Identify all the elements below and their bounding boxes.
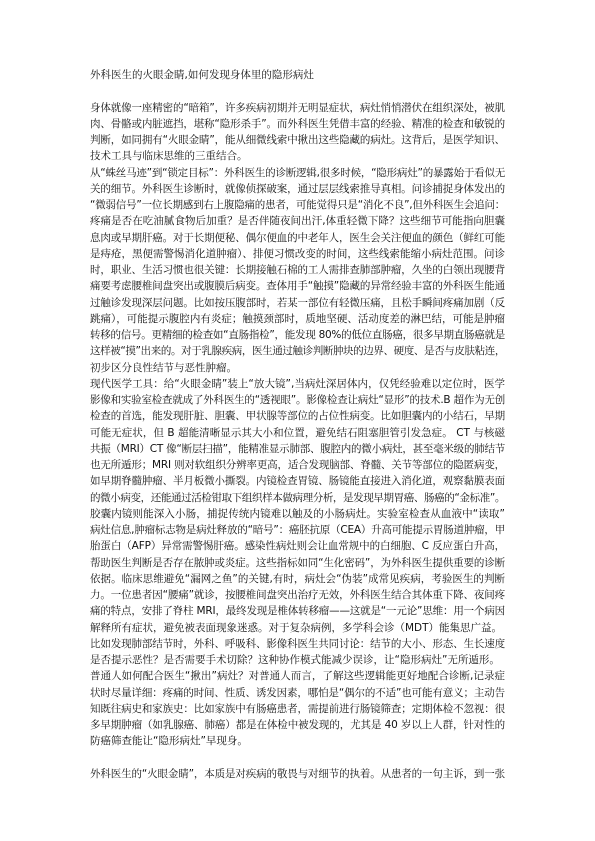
- text-line: 知既往病史和家族史：比如家族中有肠癌患者，需提前进行肠镜筛查；定期体检不忽视：很: [90, 702, 505, 715]
- text-line: 可能无症状，但 B 超能清晰显示其大小和位置，避免结石阻塞胆管引发急症。 CT 与核磁: [90, 426, 505, 439]
- text-line: 病灶信息,肿瘤标志物是病灶释放的“暗号”：癌胚抗原（CEA）升高可能提示胃肠道肿瘤，甲: [90, 524, 505, 536]
- text-line: 多早期肿瘤（如乳腺癌、肺癌）都是在体检中被发现的，尤其是 40 岁以上人群，针对性的: [90, 719, 505, 731]
- text-line: 共振（MRI）CT 像“断层扫描”，能精准显示肺部、腹腔内的微小病灶，甚至毫米级的肺结节: [90, 442, 505, 455]
- text-line: 胶囊内镜则能深入小肠，捕捉传统内镜难以触及的小肠病灶。实验室检查从血液中“读取”: [90, 507, 505, 520]
- paragraph-diagnostic-logic: [90, 165, 505, 376]
- text-line: 这样被“摸”出来的。对于乳腺疾病，医生通过触诊判断肿块的边界、硬度、是否与皮肤粘连，: [90, 345, 505, 358]
- text-line: 也无所遁形；MRI 则对软组织分辨率更高，适合发现脑部、脊髓、关节等部位的隐匿病变，: [90, 459, 505, 471]
- paragraph-multidisciplinary: [90, 636, 505, 669]
- text-line: 是痔疮，黑便需警惕消化道肿瘤）、排便习惯改变的时间，这些线索能缩小病灶范围。问诊: [90, 247, 505, 260]
- text-line: 普通人如何配合医生“揪出”病灶？对普通人而言，了解这些逻辑能更好地配合诊断,记录症: [90, 670, 505, 683]
- text-line: 初步区分良性结节与恶性肿瘤。: [90, 361, 237, 374]
- text-line: 如早期脊髓肿瘤、半月板微小撕裂。内镜检查胃镜、肠镜能直接进入消化道，观察黏膜表面: [90, 475, 505, 488]
- text-line: 现代医学工具：给“火眼金睛”装上“放大镜”,当病灶深居体内，仅凭经验难以定位时，医学: [90, 377, 505, 390]
- text-line: 痛的特点，安排了脊柱 MRI，最终发现是椎体转移瘤——这就是“一元论”思维：用一个病因: [90, 605, 505, 618]
- text-line: 比如发现肺部结节时，外科、呼吸科、影像科医生共同讨论：结节的大小、形态、生长速度: [90, 637, 505, 650]
- text-line: 痛要考虑腰椎间盘突出或腹膜后病变。查体用手“触摸”隐藏的异常经验丰富的外科医生能通: [90, 280, 505, 293]
- text-line: 检查的首选，能发现肝脏、胆囊、甲状腺等部位的占位性病变。比如胆囊内的小结石，早期: [90, 410, 505, 423]
- text-line: 跳痛），可能提示腹腔内有炎症；触摸颈部时，质地坚硬、活动度差的淋巴结，可能是肿瘤: [90, 312, 505, 325]
- document-page: [90, 67, 505, 782]
- text-line: 过触诊发现深层问题。比如按压腹部时，若某一部位有轻微压痛，且松手瞬间疼痛加剧（反: [90, 296, 505, 309]
- text-line: 是否提示恶性？是否需要手术切除？这种协作模式能减少误诊，让“隐形病灶”无所遁形。: [90, 654, 500, 666]
- text-line: 影像和实验室检查就成了外科医生的“透视眼”。影像检查让病灶“显形”的技术.B 超作为无创: [90, 394, 505, 406]
- text-line: 身体就像一座精密的“暗箱”，许多疾病初期并无明显症状，病灶悄悄潜伏在组织深处，被肌: [90, 101, 505, 114]
- text-line: 技术工具与临床思维的三重结合。: [90, 150, 248, 163]
- text-line: 肉、骨骼或内脏遮挡，堪称“隐形杀手”。而外科医生凭借丰富的经验、精准的检查和敏锐的: [90, 117, 505, 130]
- text-line: 的微小病变，还能通过活检钳取下组织样本做病理分析，是发现早期胃癌、肠癌的“金标准”。: [90, 491, 505, 504]
- text-line: 帮助医生判断是否存在脓肿或炎症。这些指标如同“生化密码”，为外科医生提供重要的诊断: [90, 556, 505, 569]
- text-line: 状时尽量详细：疼痛的时间、性质、诱发因素，哪怕是“偶尔的不适”也可能有意义；主动告: [90, 686, 505, 699]
- text-line: 疼痛是否在吃油腻食物后加重？是否伴随夜间出汗,体重轻微下降？这些细节可能指向胆囊: [90, 215, 505, 228]
- paragraph-conclusion: [90, 766, 505, 782]
- text-line: 息肉或早期肝癌。对于长期便秘、偶尔便血的中老年人，医生会关注便血的颜色（鲜红可能: [90, 231, 505, 244]
- text-line: 转移的信号。更精细的检查如“直肠指检”，能发现 80%的低位直肠癌，很多早期直肠癌就是: [90, 329, 505, 341]
- text-line: 防癌筛查能让“隐形病灶”早现身。: [90, 735, 248, 748]
- text-line: 依据。临床思维避免“漏网之鱼”的关键,有时，病灶会“伪装”成常见疾病，考验医生的判断: [90, 572, 505, 585]
- text-line: 关的细节。外科医生诊断时，就像侦探破案，通过层层线索推导真相。问诊捕捉身体发出的: [90, 182, 505, 195]
- text-line: 从“蛛丝马迹”到“锁定目标”：外科医生的诊断逻辑,很多时候，“隐形病灶”的暴露始于看似无: [90, 166, 505, 179]
- text-line: “微弱信号”一位长期感到右上腹隐痛的患者，可能觉得只是“消化不良”,但外科医生会追问：: [90, 199, 505, 211]
- paragraph-patient-tips: [90, 668, 505, 749]
- paragraph-intro: [90, 100, 505, 165]
- document-title: 外科医生的火眼金睛,如何发现身体里的隐形病灶: [90, 69, 314, 81]
- text-line: 判断，如同拥有“火眼金睛”，能从细微线索中揪出这些隐藏的病灶。这背后，是医学知识、: [90, 134, 505, 146]
- paragraph-medical-tools: [90, 376, 505, 636]
- text-line: 解释所有症状，避免被表面现象迷惑。对于复杂病例，多学科会诊（MDT）能集思广益。: [90, 621, 503, 634]
- text-line: 时，职业、生活习惯也很关键：长期接触石棉的工人需排查肺部肿瘤，久坐的白领出现腰背: [90, 264, 505, 276]
- text-line: 力。一位患者因“腰痛”就诊，按腰椎间盘突出治疗无效，外科医生结合其体重下降、夜间疼: [90, 589, 505, 601]
- text-line: 胎蛋白（AFP）异常需警惕肝癌。感染性病灶则会让血常规中的白细胞、C 反应蛋白升高，: [90, 540, 505, 553]
- text-line: 外科医生的“火眼金睛”，本质是对疾病的敬畏与对细节的执着。从患者的一句主诉，到一张: [90, 767, 505, 780]
